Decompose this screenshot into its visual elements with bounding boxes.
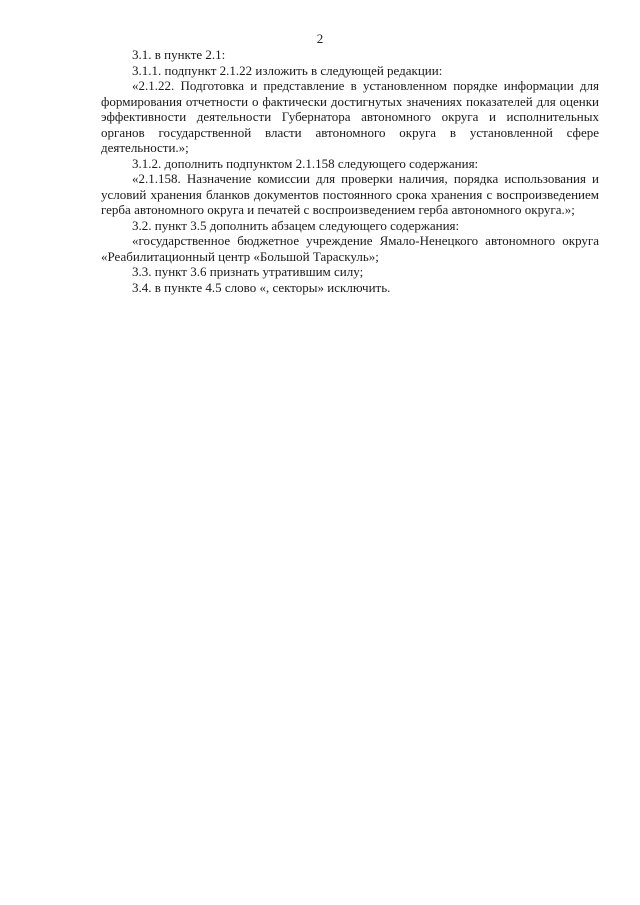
- page-number: 2: [316, 31, 324, 46]
- paragraph-2-1-158-text: «2.1.158. Назначение комиссии для проверки наличия, порядка использования и условий хранения бланков документов постоянного срока хранения с воспроизведением герба автономного округа и печатей с воспроизведением герба автономного округа.»;: [101, 171, 599, 217]
- paragraph-3-1: 3.1. в пункте 2.1:: [132, 47, 226, 62]
- paragraph-3-3: 3.3. пункт 3.6 признать утратившим силу;: [132, 264, 364, 279]
- paragraph-3-1-1: 3.1.1. подпункт 2.1.22 изложить в следующей редакции:: [132, 62, 443, 78]
- paragraph-3-2-quote: «государственное бюджетное учреждение Ямало-Ненецкого автономного округа «Реабилитационный центр «Большой Тараскуль»;: [101, 233, 599, 264]
- paragraph-3-4: 3.4. в пункте 4.5 слово «, секторы» исключить.: [132, 279, 391, 295]
- paragraph-2-1-22-text: «2.1.22. Подготовка и представление в установленном порядке информации для формирования отчетности о фактически достигнутых значениях показателей для оценки эффективности деятельности Губернатора автономного округа и исполнительных органов государственной власти автономного округа в установленной сфере деятельности.»;: [101, 78, 599, 155]
- document-body: [101, 47, 599, 295]
- paragraph-3-2: 3.2. пункт 3.5 дополнить абзацем следующего содержания:: [132, 217, 460, 233]
- paragraph-3-1-2: 3.1.2. дополнить подпунктом 2.1.158 следующего содержания:: [132, 155, 479, 171]
